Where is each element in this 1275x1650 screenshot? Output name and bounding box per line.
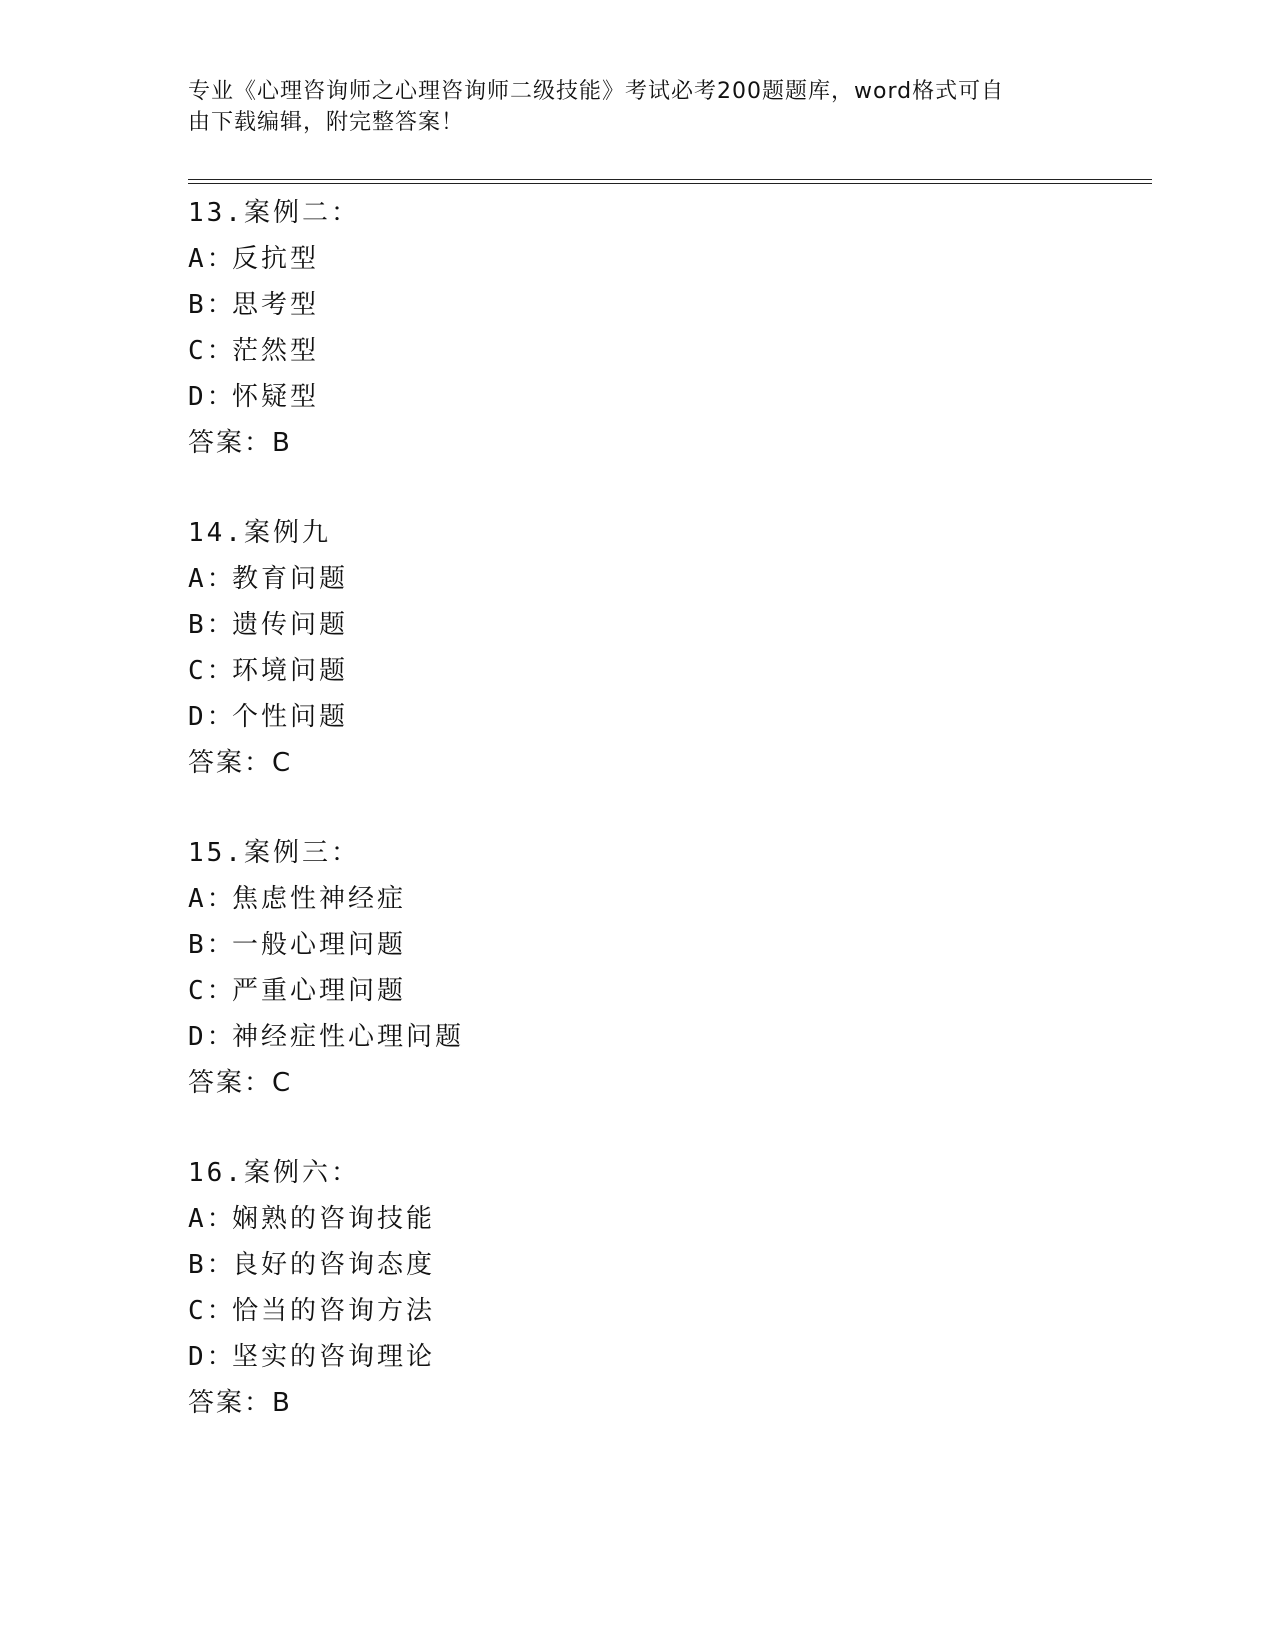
option-b [188, 282, 1148, 328]
option-key: D： [188, 1342, 236, 1372]
option-text: 教育问题 [232, 564, 349, 594]
option-text: 怀疑型 [232, 382, 320, 412]
option-text: 思考型 [232, 290, 320, 320]
option-text: 焦虑性神经症 [232, 884, 407, 914]
option-key: B： [188, 930, 236, 960]
option-key: B： [188, 1250, 236, 1280]
question-stem: 14.案例九 [188, 518, 331, 548]
option-text: 严重心理问题 [232, 976, 407, 1006]
option-a [188, 236, 1148, 282]
option-b [188, 1242, 1148, 1288]
document-header [188, 76, 1068, 138]
option-text: 坚实的咨询理论 [232, 1342, 436, 1372]
option-text: 环境问题 [232, 656, 349, 686]
option-key: A： [188, 564, 236, 594]
option-key: D： [188, 1022, 236, 1052]
question-13 [188, 190, 1148, 510]
option-text: 娴熟的咨询技能 [232, 1204, 436, 1234]
option-text: 反抗型 [232, 244, 320, 274]
option-a [188, 876, 1148, 922]
option-c [188, 648, 1148, 694]
option-a [188, 556, 1148, 602]
question-list [188, 190, 1148, 1470]
option-key: A： [188, 244, 236, 274]
option-key: D： [188, 382, 236, 412]
header-line-1: 专业《心理咨询师之心理咨询师二级技能》考试必考200题题库，word格式可自 [188, 79, 1005, 104]
option-text: 一般心理问题 [232, 930, 407, 960]
question-16 [188, 1150, 1148, 1470]
option-b [188, 602, 1148, 648]
answer-line: 答案：B [188, 1388, 292, 1418]
option-d [188, 374, 1148, 420]
question-stem: 13.案例二： [188, 198, 360, 228]
option-key: C： [188, 656, 236, 686]
option-text: 良好的咨询态度 [232, 1250, 436, 1280]
option-key: A： [188, 884, 236, 914]
header-line-2: 由下载编辑，附完整答案！ [188, 110, 465, 135]
option-key: A： [188, 1204, 236, 1234]
header-divider-bottom [188, 183, 1152, 184]
option-key: C： [188, 1296, 236, 1326]
option-text: 神经症性心理问题 [232, 1022, 465, 1052]
option-c [188, 328, 1148, 374]
option-c [188, 968, 1148, 1014]
option-key: C： [188, 976, 236, 1006]
option-text: 茫然型 [232, 336, 320, 366]
option-key: B： [188, 610, 236, 640]
question-15 [188, 830, 1148, 1150]
answer-line: 答案：C [188, 1068, 293, 1098]
option-d [188, 694, 1148, 740]
option-key: C： [188, 336, 236, 366]
header-divider-top [188, 179, 1152, 180]
option-key: D： [188, 702, 236, 732]
option-text: 恰当的咨询方法 [232, 1296, 436, 1326]
answer-line: 答案：C [188, 748, 293, 778]
option-text: 遗传问题 [232, 610, 349, 640]
option-b [188, 922, 1148, 968]
question-stem: 15.案例三： [188, 838, 360, 868]
option-text: 个性问题 [232, 702, 349, 732]
option-d [188, 1334, 1148, 1380]
answer-line: 答案：B [188, 428, 292, 458]
option-a [188, 1196, 1148, 1242]
option-d [188, 1014, 1148, 1060]
option-c [188, 1288, 1148, 1334]
question-14 [188, 510, 1148, 830]
option-key: B： [188, 290, 236, 320]
question-stem: 16.案例六： [188, 1158, 360, 1188]
